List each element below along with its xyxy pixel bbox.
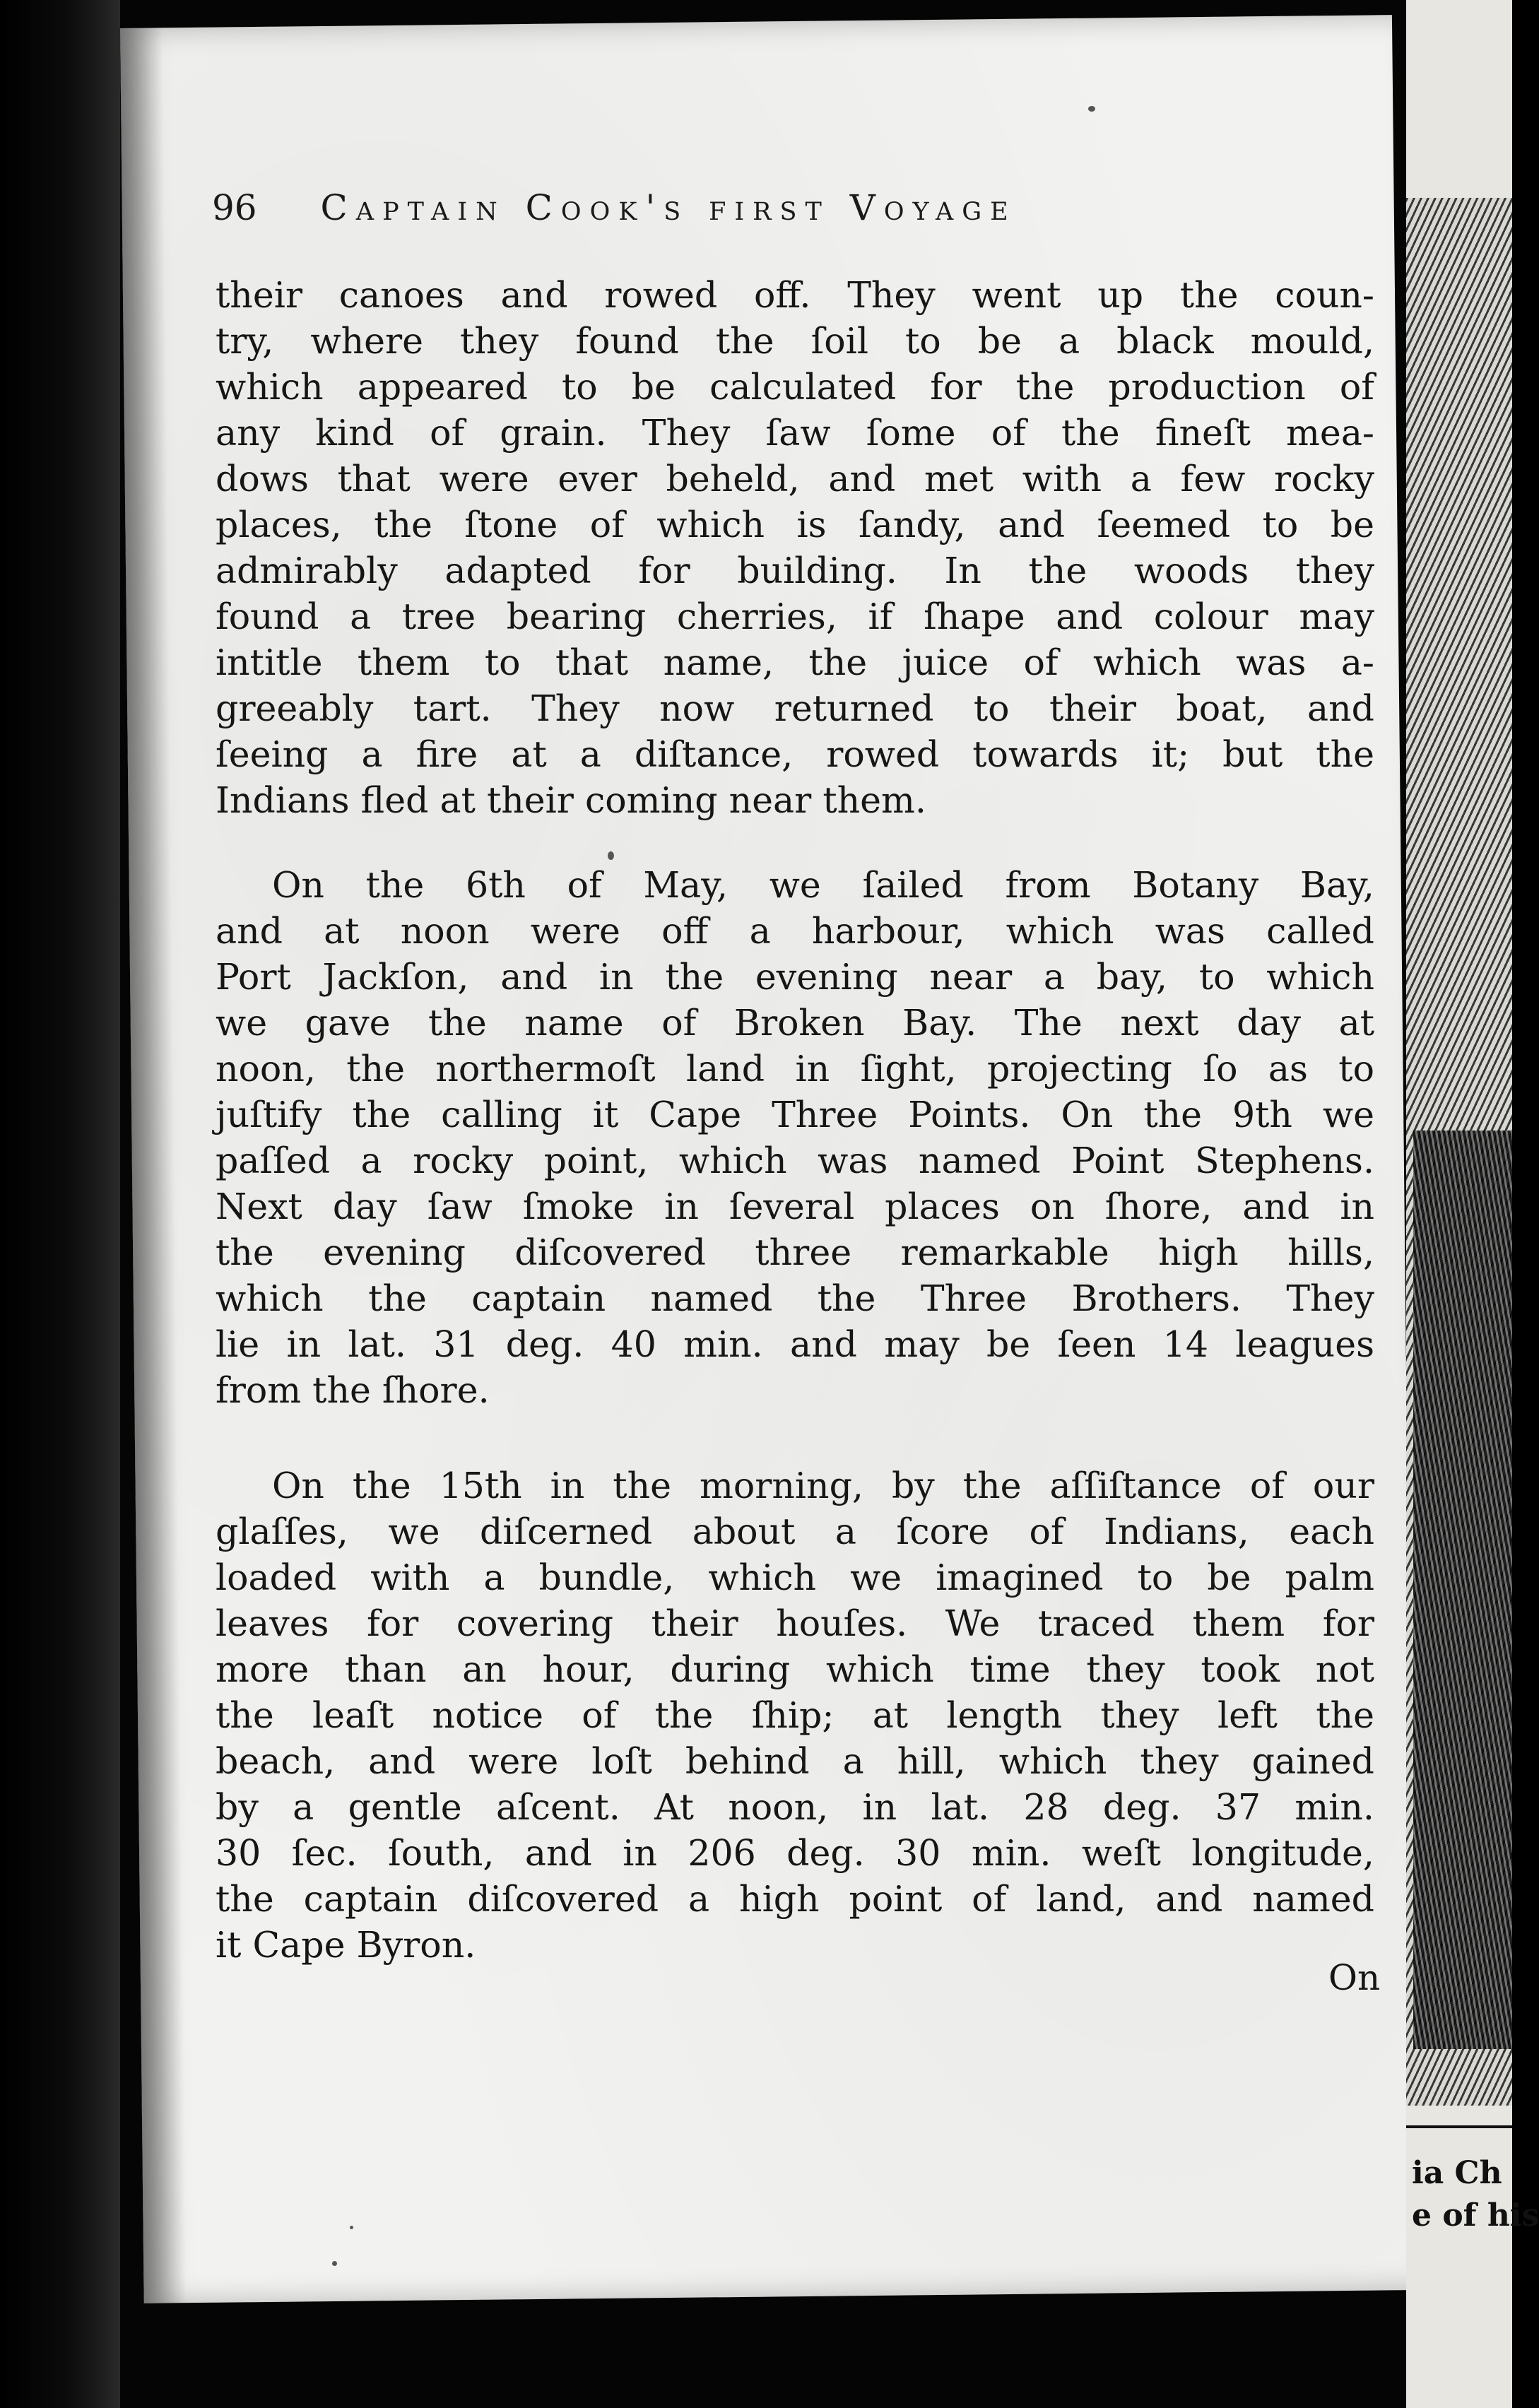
text-line: Indians fled at their coming near them. — [216, 779, 926, 821]
text-line: the evening diſcovered three remarkable high hills, — [216, 1232, 1374, 1273]
text-line: Port Jackſon, and in the evening near a bay, to which — [216, 956, 1374, 998]
text-line: beach, and were loſt behind a hill, which they gained — [216, 1740, 1374, 1782]
text-line: admirably adapted for building. In the woods they — [216, 550, 1374, 591]
ink-speck — [608, 851, 614, 860]
text-line: the captain diſcovered a high point of land, and named — [216, 1878, 1374, 1920]
ink-speck — [332, 2261, 337, 2266]
text-line: more than an hour, during which time they took not — [216, 1648, 1374, 1690]
page-shadow — [120, 28, 187, 2303]
text-line: which appeared to be calculated for the production of — [216, 366, 1374, 408]
text-line: it Cape Byron. — [216, 1924, 476, 1966]
text-line: lie in lat. 31 deg. 40 min. and may be ſeen 14 leagues — [216, 1323, 1374, 1365]
engraving-shading — [1413, 1131, 1512, 2049]
paragraph-3 — [216, 1463, 1374, 1968]
text-line: 30 ſec. ſouth, and in 206 deg. 30 min. weſt longitude, — [216, 1832, 1374, 1874]
text-line: from the ſhore. — [216, 1369, 490, 1411]
text-line: glaſſes, we diſcerned about a ſcore of Indians, each — [216, 1511, 1374, 1552]
running-head — [212, 187, 1017, 228]
catchword: On — [1328, 1957, 1381, 1998]
ink-speck — [350, 2226, 353, 2229]
text-line: and at noon were off a harbour, which was called — [216, 910, 1374, 952]
text-line: by a gentle aſcent. At noon, in lat. 28 deg. 37 min. — [216, 1786, 1374, 1828]
book-binding — [0, 0, 120, 2408]
text-line: dows that were ever beheld, and met with a few rocky — [216, 458, 1374, 500]
paragraph-2 — [216, 862, 1374, 1413]
facing-page-engraving — [1406, 0, 1539, 2408]
caption-rule — [1406, 2125, 1512, 2128]
paragraph-1 — [216, 272, 1374, 823]
text-line: found a tree bearing cherries, if ſhape and colour may — [216, 596, 1374, 637]
facing-caption-line: e of his — [1412, 2197, 1539, 2233]
ink-speck — [1088, 106, 1095, 112]
text-line: leaves for covering their houſes. We traced them for — [216, 1603, 1374, 1644]
text-line: any kind of grain. They ſaw ſome of the fineſt mea- — [216, 412, 1374, 454]
text-line: try, where they found the ſoil to be a black mould, — [216, 320, 1374, 362]
text-line: noon, the northermoſt land in ſight, projecting ſo as to — [216, 1048, 1374, 1090]
text-line: On the 6th of May, we ſailed from Botany Bay, — [272, 864, 1374, 906]
text-line: juſtify the calling it Cape Three Points. On the 9th we — [216, 1094, 1374, 1135]
text-line: Next day ſaw ſmoke in ſeveral places on ſhore, and in — [216, 1186, 1374, 1227]
text-line: ſeeing a fire at a diſtance, rowed towards it; but the — [216, 733, 1374, 775]
running-title: Captain Cook's first Voyage — [320, 187, 1017, 228]
text-line: paſſed a rocky point, which was named Point Stephens. — [216, 1140, 1374, 1181]
facing-caption-line: ia Ch — [1412, 2155, 1502, 2191]
text-line: which the captain named the Three Brothers. They — [216, 1277, 1374, 1319]
text-line: we gave the name of Broken Bay. The next day at — [216, 1002, 1374, 1044]
text-line: loaded with a bundle, which we imagined to be palm — [216, 1557, 1374, 1598]
text-line: On the 15th in the morning, by the aſſiſtance of our — [272, 1465, 1374, 1506]
page-number: 96 — [212, 187, 257, 228]
text-line: intitle them to that name, the juice of which was a- — [216, 642, 1374, 683]
text-line: their canoes and rowed off. They went up the coun- — [216, 274, 1374, 316]
text-line: places, the ſtone of which is ſandy, and ſeemed to be — [216, 504, 1374, 545]
text-line: the leaſt notice of the ſhip; at length they left the — [216, 1694, 1374, 1736]
text-line: greeably tart. They now returned to their boat, and — [216, 687, 1374, 729]
